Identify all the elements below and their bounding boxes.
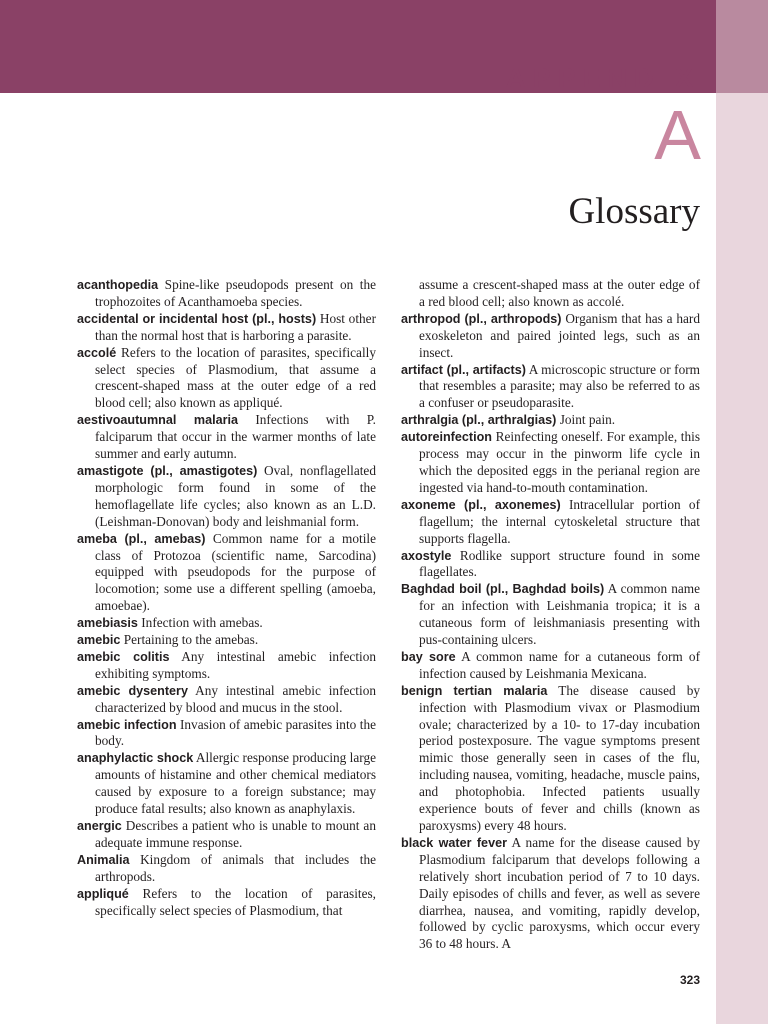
glossary-entry: [401, 649, 700, 683]
glossary-entry: [77, 632, 376, 649]
glossary-term: amebic colitis: [77, 649, 170, 664]
glossary-entry: [401, 548, 700, 582]
glossary-entry: [401, 362, 700, 413]
glossary-definition: Invasion of amebic parasites into the body.: [95, 716, 376, 749]
glossary-definition: A common name for an infection with Leishmania tropica; it is a cutaneous form of leishmaniasis presenting with pus-containing ulcers.: [419, 581, 700, 648]
glossary-term: axostyle: [401, 548, 452, 563]
glossary-definition: Oval, nonflagellated morphologic form found in some of the hemoflagellate life cycles; also known as an L.D. (Leishman-Donovan) body and leishmanial form.: [95, 462, 376, 529]
glossary-term: anaphylactic shock: [77, 751, 194, 766]
glossary-term: Baghdad boil (pl., Baghdad boils): [401, 582, 605, 597]
glossary-definition: Kingdom of animals that includes the arthropods.: [95, 851, 376, 884]
glossary-definition: The disease caused by infection with Plasmodium vivax or Plasmodium ovale; characterized by a 10- to 17-day incubation period postexposure. The vague symptoms present mimic those generally seen in cases of the flu, including nausea, vomiting, headache, muscle pains, and photophobia. Infected patients usually experience bouts of fever and chills (known as paroxysms) every 48 hours.: [419, 682, 700, 833]
glossary-term: amebiasis: [77, 616, 138, 631]
glossary-term: acanthopedia: [77, 278, 159, 292]
glossary-definition: A common name for a cutaneous form of infection caused by Leishmania Mexicana.: [419, 648, 701, 681]
glossary-entry: [77, 852, 376, 886]
glossary-column-right: [401, 277, 700, 953]
glossary-term: amebic dysentery: [77, 683, 188, 698]
glossary-entry: [77, 311, 376, 345]
page-number: 323: [679, 973, 700, 987]
appendix-letter: A: [654, 96, 701, 174]
glossary-definition: Reinfecting oneself. For example, this process may occur in the pinworm life cycle in which the deposited eggs in the perianal region are ingested via hand-to-mouth contamination.: [419, 429, 700, 495]
glossary-definition: Any intestinal amebic infection exhibiting symptoms.: [95, 648, 377, 681]
glossary-definition: Infection with amebas.: [141, 615, 263, 631]
glossary-entry: [77, 277, 376, 311]
glossary-term: arthralgia (pl., arthralgias): [401, 413, 557, 428]
glossary-term: anergic: [77, 819, 122, 833]
appendix-label: APPENDIX: [505, 63, 700, 93]
side-tab-top: [716, 0, 768, 93]
glossary-term: black water fever: [401, 835, 507, 850]
glossary-entry: [401, 311, 700, 362]
glossary-definition: Host other than the normal host that is harboring a parasite.: [95, 310, 377, 343]
glossary-definition: Spine-like pseudopods present on the trophozoites of Acanthamoeba species.: [95, 277, 376, 309]
glossary-term: axoneme (pl., axonemes): [401, 497, 561, 512]
continued-definition: assume a crescent-shaped mass at the outer edge of a red blood cell; also known as accolé.: [419, 277, 700, 309]
glossary-definition: Common name for a motile class of Protozoa (scientific name, Sarcodina) equipped with pseudopods for the purpose of locomotion; some use a different spelling (amoeba, amoebae).: [95, 530, 377, 614]
glossary-entry: [77, 717, 376, 751]
glossary-term: ameba (pl., amebas): [77, 531, 206, 546]
glossary-term: bay sore: [401, 649, 456, 664]
glossary-term: artifact (pl., artifacts): [401, 362, 526, 377]
glossary-term: amebic infection: [77, 717, 177, 732]
glossary-term: arthropod (pl., arthropods): [401, 311, 562, 326]
glossary-entry: [77, 818, 376, 852]
glossary-entry: [77, 750, 376, 818]
glossary-term: amastigote (pl., amastigotes): [77, 463, 258, 478]
glossary-definition: Refers to the location of parasites, specifically select species of Plasmodium, that assume a crescent-shaped mass at the outer edge of a red blood cell; also known as appliqué.: [95, 344, 376, 411]
glossary-definition: Intracellular portion of flagellum; the internal cytoskeletal structure that supports flagella.: [419, 496, 700, 546]
glossary-term: Animalia: [77, 852, 130, 867]
glossary-entry: [77, 463, 376, 531]
glossary-term: autoreinfection: [401, 430, 492, 445]
glossary-term: accidental or incidental host (pl., hosts): [77, 311, 317, 326]
glossary-entry: [77, 649, 376, 683]
glossary-definition: Any intestinal amebic infection characterized by blood and mucus in the stool.: [95, 682, 376, 715]
glossary-term: accolé: [77, 345, 117, 360]
glossary-entry: [77, 615, 376, 632]
glossary-entry: [401, 429, 700, 497]
glossary-entry: [401, 835, 700, 953]
glossary-entry: [77, 683, 376, 717]
glossary-definition: Allergic response producing large amounts of histamine and other chemical mediators caused by exposure to a foreign substance; may produce fatal results; also known as anaphylaxis.: [95, 750, 376, 817]
glossary-definition: Rodlike support structure found in some flagellates.: [419, 547, 701, 580]
glossary-column-left: [77, 277, 376, 919]
glossary-definition: Organism that has a hard exoskeleton and paired jointed legs, such as an insect.: [419, 310, 700, 360]
glossary-term: amebic: [77, 633, 121, 648]
glossary-definition: A name for the disease caused by Plasmodium falciparum that develops following a relatively short incubation period of 7 to 10 days. Daily episodes of chills and fever, as well as severe diarrhea, nausea, and vomiting, rapidly develop, followed by cyclic paroxysms, which occur every 36 to 48 hours. A: [419, 834, 700, 952]
glossary-definition: Refers to the location of parasites, specifically select species of Plasmodium, that: [95, 885, 376, 918]
glossary-entry: [401, 581, 700, 649]
glossary-term: benign tertian malaria: [401, 683, 548, 698]
glossary-definition: Describes a patient who is unable to mount an adequate immune response.: [95, 818, 376, 850]
glossary-definition: A microscopic structure or form that resembles a parasite; may also be referred to as a confuser or pseudoparasite.: [419, 361, 701, 411]
glossary-definition: Joint pain.: [559, 412, 616, 428]
glossary-definition: Pertaining to the amebas.: [123, 632, 259, 648]
glossary-term: aestivoautumnal malaria: [77, 413, 238, 428]
glossary-entry: [77, 345, 376, 413]
glossary-entry: [401, 497, 700, 548]
glossary-term: appliqué: [77, 886, 129, 901]
glossary-entry: [401, 683, 700, 835]
side-tab: [716, 93, 768, 1024]
glossary-definition: Infections with P. falciparum that occur in the warmer months of late summer and early autumn.: [95, 412, 376, 462]
page-title: Glossary: [568, 191, 700, 232]
glossary-entry: [401, 412, 700, 429]
glossary-entry: [77, 531, 376, 616]
glossary-entry: [77, 886, 376, 920]
glossary-entry: [77, 412, 376, 463]
